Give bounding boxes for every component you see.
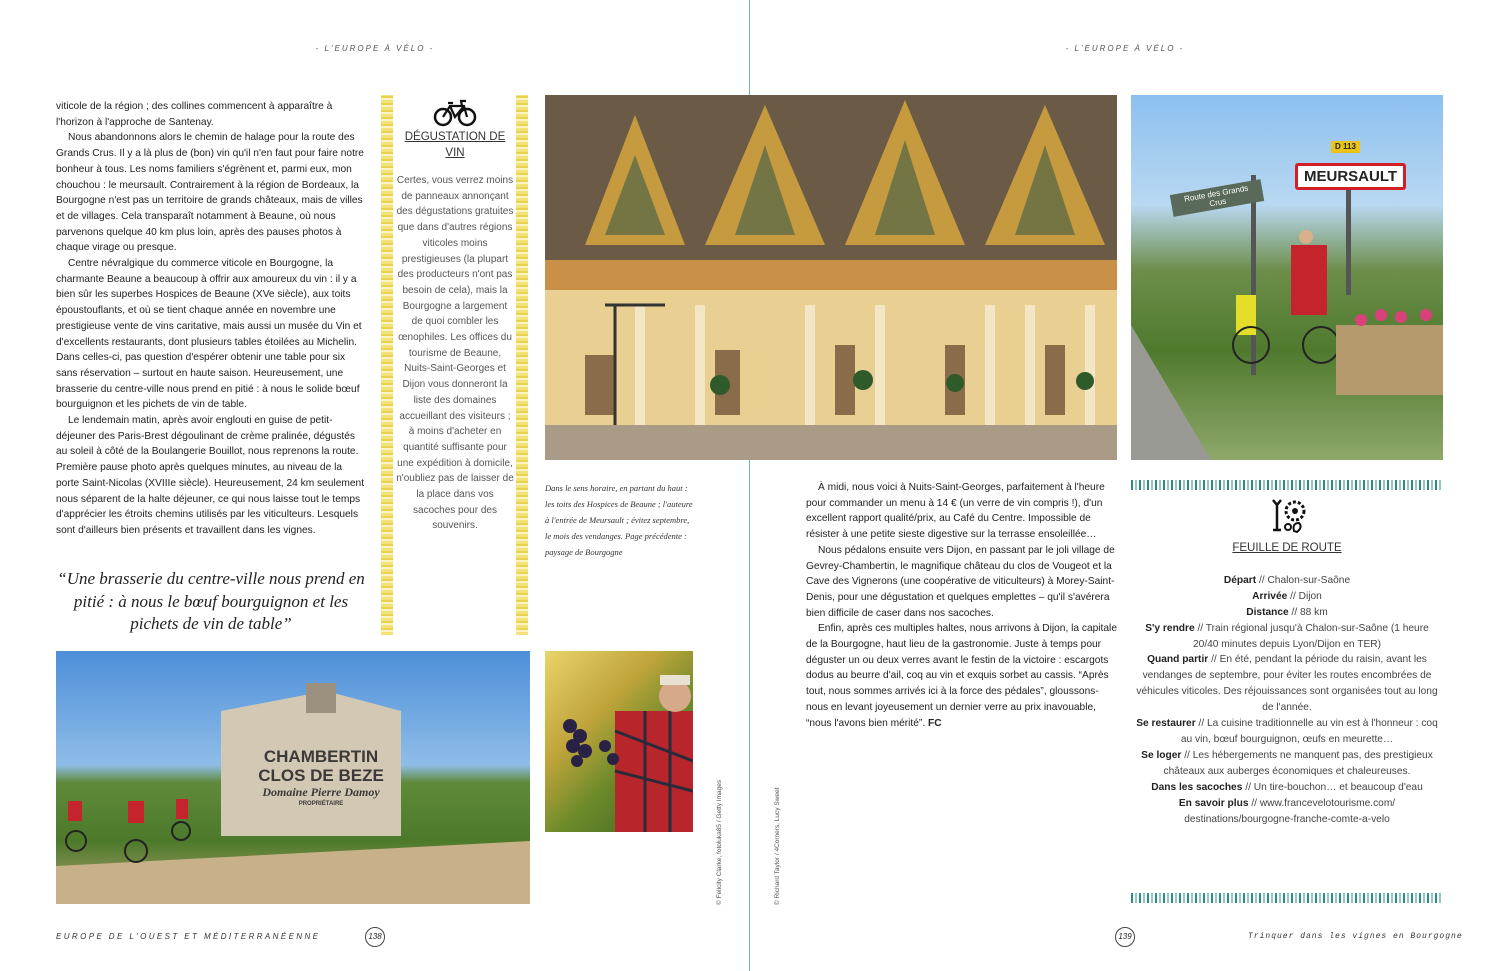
route-sheet	[1133, 497, 1441, 827]
page-number-right: 139	[1115, 927, 1135, 947]
route-grands-crus-sign: Route des Grands Crus	[1170, 179, 1264, 217]
route-item	[1133, 716, 1441, 748]
route-item-value: Train régional jusqu'à Chalon-sur-Saône (1 heure 20/40 minutes depuis Lyon/Dijon en TER)	[1192, 622, 1429, 650]
tools-icon	[1133, 497, 1441, 537]
sidebar-title: DÉGUSTATION DE VIN	[404, 131, 506, 159]
route-item-label: S'y rendre	[1145, 622, 1195, 634]
paragraph: Le lendemain matin, après avoir englouti en guise de petit-déjeuner des Paris-Brest dégoulinant de crème pralinée, dégustés au soleil à côté de la Boulangerie Bouillot, nous reprenons la route. Première pause photo après quelques minutes, au niveau de la porte Saint-Nicolas (XVIIIe siècle). Heureusement, 24 km seulement nous séparent de la halte déjeuner, ce qui nous laisse tout le temps d'apprécier les étroits chemins utilisés par les viticulteurs. Lesquels sont d'ailleurs bien présents et travaillent dans les vignes.	[56, 415, 365, 536]
route-item-separator: //	[1181, 749, 1193, 761]
photo-hospices-de-beaune	[545, 95, 1117, 460]
route-item	[1133, 780, 1441, 796]
route-item-value: Dijon	[1298, 590, 1322, 602]
route-item	[1133, 605, 1441, 621]
route-item-label: Se restaurer	[1136, 718, 1196, 730]
route-item-value: Un tire-bouchon… et beaucoup d'eau	[1253, 781, 1423, 793]
route-item-value: En été, pendant la période du raisin, avant les vendanges de septembre, pour éviter les routes encombrées de véhicules viticoles. Des réjouissances sont organisées tout au long de l'année.	[1136, 654, 1438, 714]
photo-grape-harvest	[545, 651, 693, 832]
route-item-label: Arrivée	[1252, 590, 1288, 602]
route-item-value: 88 km	[1300, 606, 1328, 618]
route-item-label: Distance	[1246, 606, 1289, 618]
route-item-separator: //	[1248, 797, 1260, 809]
paragraph: Nous pédalons ensuite vers Dijon, en passant par le joli village de Gevrey-Chambertin, le magnifique château du clos de Vougeot et la Cave des Vignerons (une coopérative de viticulteurs) à Morey-Saint-Denis, pour une dégustation et quelques emplettes – qu'il s'avérera bien difficile de caser dans nos sacoches.	[806, 544, 1115, 619]
left-article-text	[56, 99, 368, 539]
photo-caption: Dans le sens horaire, en partant du haut : les toits des Hospices de Beaune ; l'auteure à l'entrée de Meursault ; évitez septembre, le mois des vendanges. Page précédente : paysage de Bourgogne	[545, 483, 693, 557]
route-item-value: www.francevelotourisme.com/ destinations/bourgogne-franche-comte-a-velo	[1184, 797, 1396, 825]
paragraph: Nous abandonnons alors le chemin de halage pour la route des Grands Crus. Il y a là plus de (bon) vin qu'il n'en faut pour faire notre bonheur à tous. Les noms familiers s'égrènent et, parmi eux, mon chouchou : le meursault. Contrairement à la région de Bordeaux, la Bourgogne n'est pas un territoire de grands châteaux, mais de villes et de villages. Cela transparaît notamment à Beaune, où nous parvenons quelque 40 km plus loin, après des pauses photos à chaque virage ou presque.	[56, 132, 364, 254]
paragraph-text: Enfin, après ces multiples haltes, nous arrivons à Dijon, la capitale de la Bourgogne, haut lieu de la gastronomie. Juste à temps pour déguster un ou deux verres avant le festin de la victoire : escargots dodus au beurre d'ail, coq au vin et exquis sorbet au cassis. “Après tout, nous sommes arrivés ici à la force des pédales”, gloussons-nous en levant joyeusement un dernier verre au prix inavouable, “nous l'avons bien mérité”.	[806, 623, 1117, 729]
route-item-value: La cuisine traditionnelle au vin est à l'honneur : coq au vin, bœuf bourguignon, œufs en meurette…	[1180, 718, 1438, 745]
paragraph	[806, 621, 1118, 731]
route-item-label: Quand partir	[1147, 654, 1209, 666]
route-item-separator: //	[1256, 574, 1268, 586]
wall-text-domaine: Domaine Pierre Damoy	[262, 785, 380, 799]
photo-credit-left: © Felicity Clarke, fotoluka85 / Getty Images	[716, 779, 723, 905]
meursault-sign: MEURSAULT	[1295, 163, 1406, 190]
route-item	[1133, 573, 1441, 589]
route-sheet-items	[1133, 573, 1441, 828]
route-item-separator: //	[1208, 654, 1220, 666]
paragraph: viticole de la région ; des collines commencent à apparaître à l'horizon à l'approche de Santenay.	[56, 101, 333, 128]
sidebar-border-right	[516, 95, 528, 635]
author-signature: FC	[928, 717, 942, 729]
route-sheet-title: FEUILLE DE ROUTE	[1232, 542, 1342, 554]
route-item	[1133, 796, 1441, 828]
route-item-separator: //	[1195, 718, 1208, 730]
footer-chapter-title: Trinquer dans les vignes en Bourgogne	[1248, 932, 1463, 941]
route-item	[1133, 748, 1441, 780]
photo-credit-right: © Richard Taylor / 4Corners, Lucy Sweet	[774, 787, 781, 905]
route-item-value: Les hébergements ne manquent pas, des prestigieux châteaux aux auberges économiques et chaleureuses.	[1163, 749, 1433, 777]
running-header-right: - L'EUROPE À VÉLO -	[1065, 44, 1185, 53]
route-item-separator: //	[1242, 781, 1254, 793]
wall-text-chambertin: CHAMBERTIN	[263, 747, 379, 766]
route-item-label: Se loger	[1141, 749, 1182, 761]
decorative-band-top	[1131, 480, 1443, 490]
route-item-separator: //	[1288, 606, 1301, 618]
route-item-label: En savoir plus	[1178, 797, 1249, 809]
wall-text-proprietaire: PROPRIÉTAIRE	[298, 801, 344, 807]
route-item	[1133, 621, 1441, 653]
sidebar-border-left	[381, 95, 393, 635]
page-number-left: 138	[365, 927, 385, 947]
route-item-label: Dans les sacoches	[1151, 781, 1243, 793]
photo-chambertin-cyclists	[56, 651, 530, 904]
paragraph: À midi, nous voici à Nuits-Saint-Georges, parfaitement à l'heure pour commander un menu à 14 € (un verre de vin compris !), d'un excellent rapport qualité/prix, au Café du Centre. Impossible de résister à une petite sieste digestive sur la terrasse ensoleillée…	[806, 482, 1105, 541]
route-item-value: Chalon-sur-Saône	[1267, 574, 1351, 586]
paragraph: Centre névralgique du commerce viticole en Bourgogne, la charmante Beaune a beaucoup à offrir aux amoureux du vin : il y a bien sûr les superbes Hospices de Beaune (XVe siècle), aux toits époustouflants, et où se tient chaque année en novembre une prestigieuse vente de vins caritative, mais aussi un musée du Vin et d'excellents restaurants, dont plusieurs tables étoilées au Michelin. Dans celles-ci, pas question d'espérer obtenir une table pour six sans réservation – surtout en haute saison. Heureusement, une brasserie du centre-ville nous prend en pitié : à nous le solide bœuf bourguignon et les pichets de vin de table.	[56, 258, 362, 411]
pull-quote: “Une brasserie du centre-ville nous prend en pitié : à nous le bœuf bourguignon et les pichets de vin de table”	[57, 569, 365, 633]
bicycle-icon	[396, 95, 514, 129]
route-item-separator: //	[1287, 590, 1299, 602]
wall-text-clos-de-beze: CLOS DE BEZE	[258, 766, 384, 785]
road-sign: D 113	[1331, 141, 1360, 153]
route-item	[1133, 589, 1441, 605]
route-item	[1133, 652, 1441, 716]
footer-section-title: EUROPE DE L'OUEST ET MÉDITERRANÉENNE	[56, 932, 321, 941]
right-article-text	[806, 480, 1118, 731]
decorative-band-bottom	[1131, 893, 1443, 903]
sidebar-text: Certes, vous verrez moins de panneaux annonçant des dégustations gratuites que dans d'autres régions viticoles moins prestigieuses (la plupart des producteurs n'ont pas besoin de cela), mais la Bourgogne a largement de quoi combler les œnophiles. Les offices du tourisme de Beaune, Nuits-Saint-Georges et Dijon vous donneront la liste des domaines accueillant des visiteurs ; à moins d'acheter en quantité suffisante pour une expédition à domicile, n'oubliez pas de laisser de la place dans vos sacoches pour des souvenirs.	[396, 175, 514, 532]
sidebar-wine-tasting	[396, 95, 514, 534]
route-item-separator: //	[1194, 622, 1206, 634]
running-header-left: - L'EUROPE À VÉLO -	[315, 44, 435, 53]
route-item-label: Départ	[1223, 574, 1257, 586]
photo-meursault-sign	[1131, 95, 1443, 460]
